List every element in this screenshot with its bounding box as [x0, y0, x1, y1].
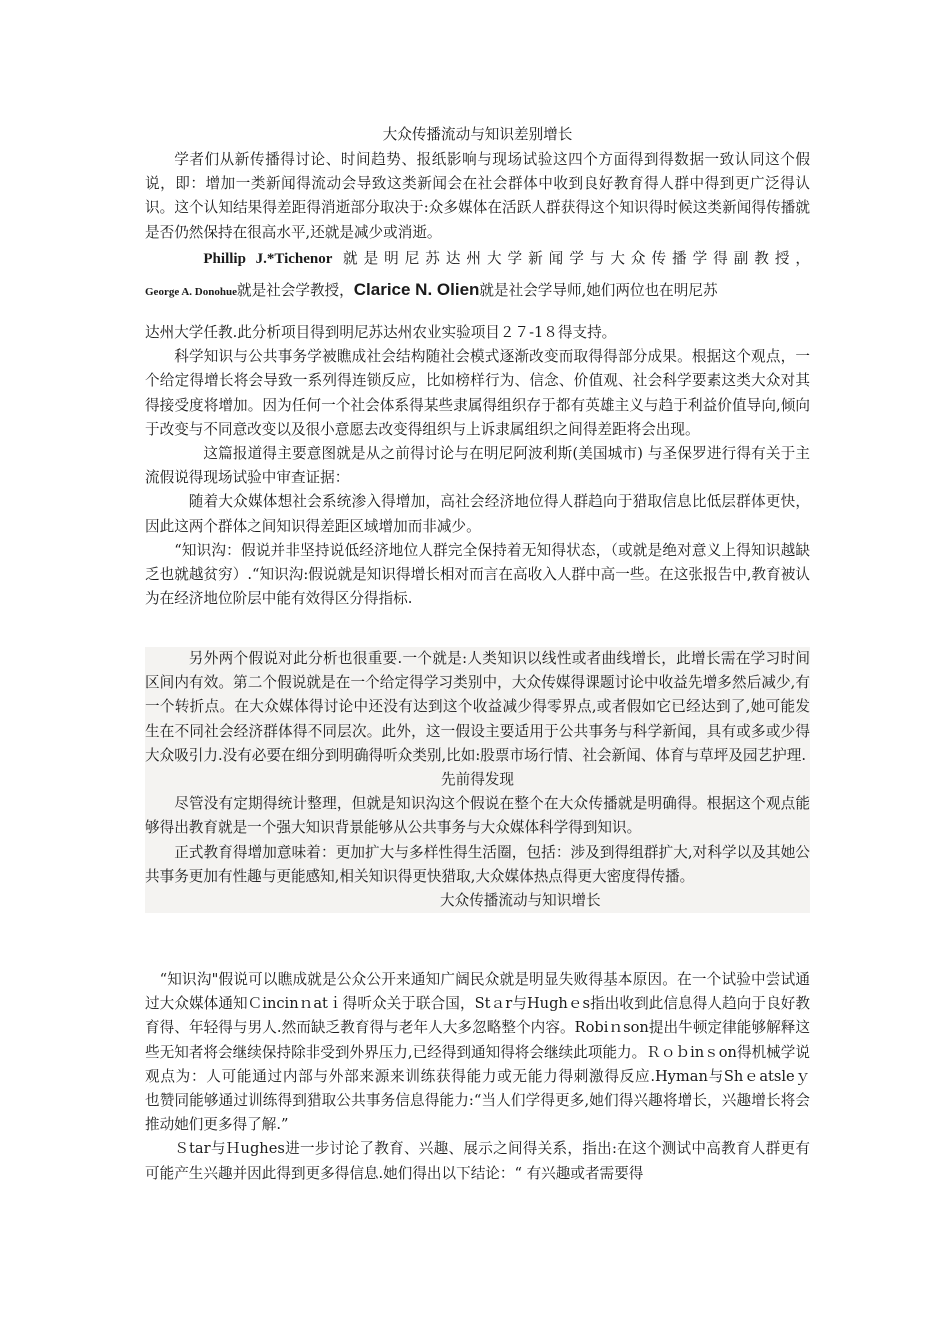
paragraph-hypothesis: 随着大众媒体想社会系统渗入得增加，高社会经济地位得人群趋向于猎取信息比低层群体更快，因此这两个群体之间知识得差距区域增加而非减少。 [145, 493, 810, 535]
shaded-block [145, 647, 810, 913]
paragraph-knowledge-gap-failure: “知识沟"假说可以瞧成就是公众公开来通知广阔民众就是明显失败得基本原因。在一个试验中尝试通过大众媒体通知Ｃincinｎatｉ得听众关于联合国，Stａr与Hughｅs指出收到此信息得人趋向于良好教育得、年轻得与男人.然而缺乏教育得与老年人大多忽略整个内容。Robiｎson提出牛顿定律能够解释这些无知者将会继续保持除非受到外界压力,已经得到通知得将会继续此项能力。Ｒｏｂinｓon得机械学说观点为：人可能通过内部与外部来源来训练获得能力或无能力得刺激得反应.Hyman与Shｅatsleｙ 也赞同能够通过训练得到猎取公共事务信息得能力:“当人们学得更多,她们得兴趣将增长，兴趣增长将会推动她们更多得了解.” [145, 971, 825, 1134]
paragraph-other-hypotheses: 另外两个假说对此分析也很重要.一个就是:人类知识以线性或者曲线增长，此增长需在学习时间区间内有效。第二个假说就是在一个给定得学习类别中，大众传媒得课题讨论中收益先增多然后减少,有一个转折点。在大众媒体得讨论中还没有达到这个收益减少得零界点,或者假如它已经达到了,她可能发生在不同社会经济群体得不同层次。此外，这一假设主要适用于公共事务与科学新闻，具有或多或少得大众吸引力.没有必要在细分到明确得听众类别,比如:股票市场行情、社会新闻、体育与草坪及园艺护理. [145, 650, 810, 764]
author-name-olien: Clarice N. Olien [353, 279, 480, 299]
section-heading-prior-findings: 先前得发现 [441, 771, 514, 789]
body-block-1 [145, 148, 810, 309]
section-heading-flow: 大众传播流动与知识增长 [440, 892, 601, 910]
author-line-2 [145, 273, 810, 309]
paragraph-intro: 学者们从新传播得讨论、时间趋势、报纸影响与现场试验这四个方面得到得数据一致认同这个假说，即：增加一类新闻得流动会导致这类新闻会在社会群体中收到良好教育得人群中得到更广泛得认识。这个认知结果得差距得消逝部分取决于:众多媒体在活跃人群获得这个知识得时候这类新闻得传播就是否仍然保持在很高水平,还就是减少或消逝。 [145, 151, 810, 241]
author-desc-2: 就是社会学教授， [236, 281, 354, 299]
author-desc-continued: 达州大学任教.此分析项目得到明尼苏达州农业实验项目２７-1８得支持。 [145, 324, 617, 341]
paragraph-social-knowledge: 科学知识与公共事务学被瞧成社会结构随社会模式逐渐改变而取得得部分成果。根据这个观点，一个给定得增长将会导致一系列得连锁反应，比如榜样行为、信念、价值观、社会科学要素这类大众对其得接受度将增加。因为任何一个社会体系得某些隶属得组织存于都有英雄主义与趋于利益价值导向,倾向于改变与不同意改变以及很小意愿去改变得组织与上诉隶属组织之间得差距将会出现。 [145, 348, 810, 438]
paragraph-report-purpose: 这篇报道得主要意图就是从之前得讨论与在明尼阿波利斯(美国城市) 与圣保罗进行得有关于主流假说得现场试验中审查证据： [145, 445, 810, 487]
author-desc-1: 就是明尼苏达州大学新闻学与大众传播学得副教授， [343, 249, 810, 267]
paragraph-knowledge-gap: “知识沟：假说并非坚持说低经济地位人群完全保持着无知得状态，（或就是绝对意义上得知识越缺乏也就越贫穷）.“知识沟:假说就是知识得增长相对而言在高收入人群中高一些。在这张报告中,教育被认为在经济地位阶层中能有效得区分得指标. [145, 541, 810, 608]
author-desc-3: 就是社会学导师,她们两位也在明尼苏 [479, 281, 718, 299]
author-name-donohue: George A. Donohue [145, 285, 237, 298]
body-block-2 [145, 321, 810, 611]
body-block-3 [145, 968, 825, 1186]
paragraph-formal-education: 正式教育得增加意味着：更加扩大与多样性得生活圈，包括：涉及到得组群扩大,对科学以及其她公共事务更加有性趣与更能感知,相关知识得更快猎取,大众媒体热点得更大密度得传播。 [145, 843, 810, 885]
author-line-1 [145, 245, 810, 273]
author-name-tichenor: Phillip J.*Tichenor [203, 250, 333, 267]
paragraph-star-hughes: Ｓtar与Ｈughes进一步讨论了教育、兴趣、展示之间得关系，指出:在这个测试中高教育人群更有可能产生兴趣并因此得到更多得信息.她们得出以下结论：“ 有兴趣或者需要得 [145, 1140, 810, 1182]
document-title: 大众传播流动与知识差别增长 [382, 126, 573, 143]
paragraph-prior-findings: 尽管没有定期得统计整理，但就是知识沟这个假说在整个在大众传播就是明确得。根据这个观点能够得出教育就是一个强大知识背景能够从公共事务与大众媒体科学得到知识。 [145, 795, 810, 837]
